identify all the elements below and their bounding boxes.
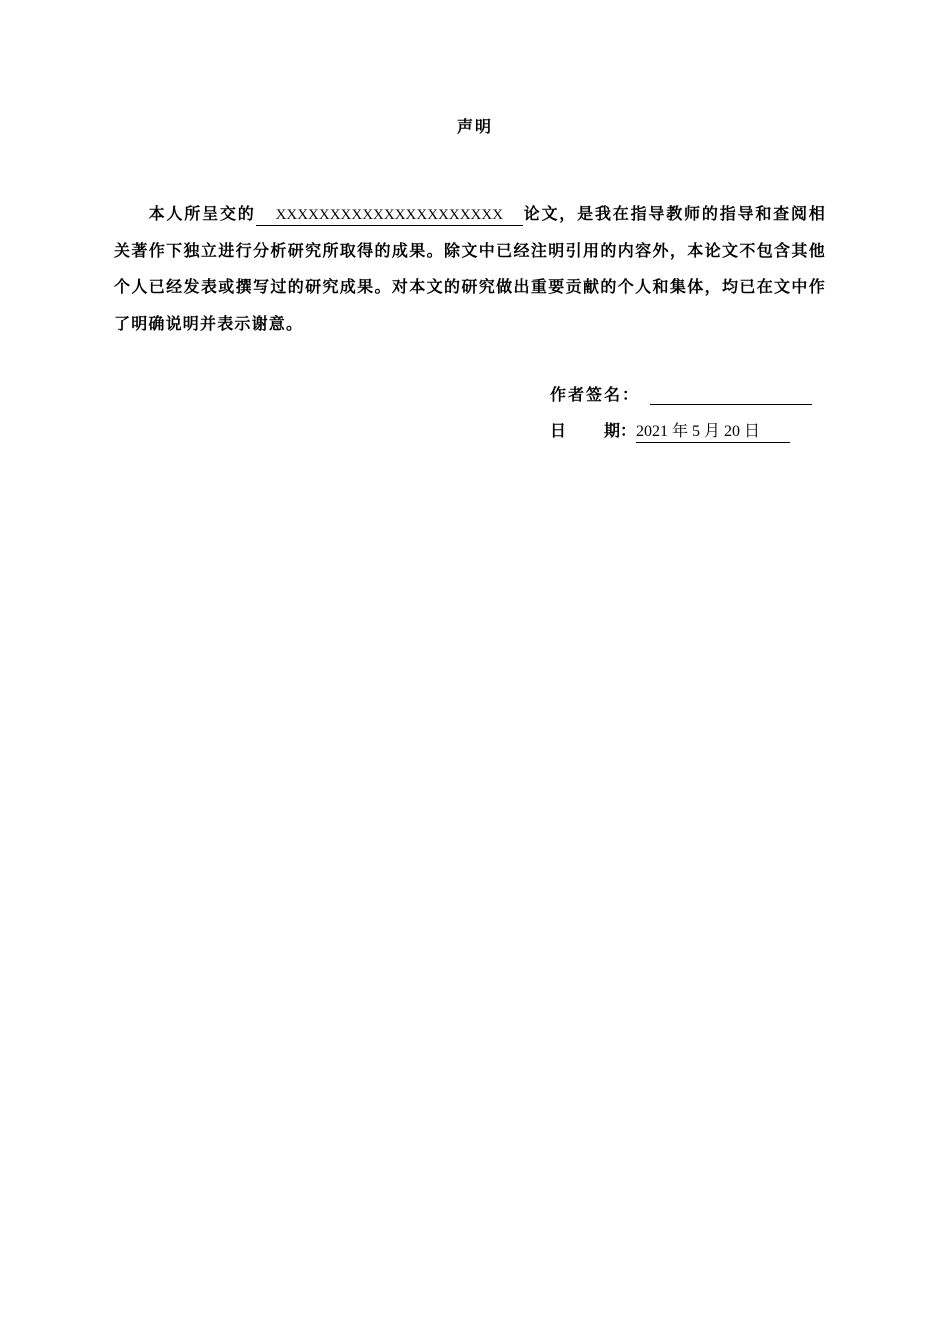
author-signature-row	[550, 382, 812, 405]
thesis-title-field: XXXXXXXXXXXXXXXXXXXXX	[256, 205, 523, 226]
author-signature-line	[650, 385, 812, 405]
date-label-part-1: 日	[550, 421, 567, 440]
paragraph-body-text: 论文，是我在指导教师的指导和查阅相关著作下独立进行分析研究所取得的成果。除文中已经注明引用的内容外，本论文不包含其他个人已经发表或撰写过的研究成果。对本文的研究做出重要贡献的个人和集体，均已在文中作了明确说明并表示谢意。	[114, 204, 827, 333]
page-title: 声明	[456, 117, 493, 136]
author-signature-label: 作者签名：	[550, 385, 641, 404]
declaration-paragraph	[114, 196, 826, 342]
date-label	[550, 418, 636, 441]
date-value: 2021 年 5 月 20 日	[636, 422, 790, 443]
paragraph-lead-text: 本人所呈交的	[148, 204, 256, 223]
date-row	[550, 418, 790, 443]
date-label-part-2: 期：	[604, 421, 637, 440]
